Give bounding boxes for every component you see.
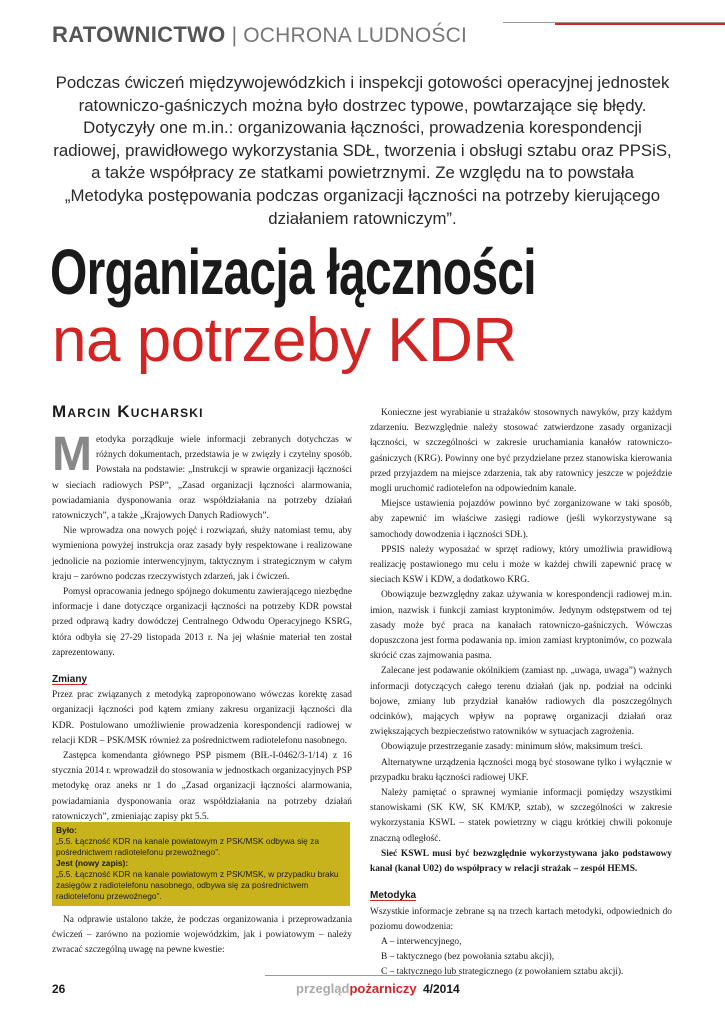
box-label-was: Było: [56, 825, 77, 835]
body-paragraph: Na odprawie ustalono także, że podczas organizowania i przeprowadzania ćwiczeń – zarówno na poziomie wojewódzkim, jak i powiatowym – należy zwracać szczególną uwagę na pewne kwestie: [52, 915, 352, 956]
body-paragraph: Wszystkie informacje zebrane są na trzech kartach metodyki, odpowiednich do poziomu dowodzenia: [370, 906, 672, 932]
box-text-was: „5.5. Łączność KDR na kanale powiatowym z PSK/MSK odbywa się za pośrednictwem radiotelefonu przewoźnego”. [56, 836, 320, 857]
body-paragraph: Obowiązuje przestrzeganie zasady: minimum słów, maksimum treści. [381, 742, 643, 753]
section-subname: | OCHRONA LUDNOŚCI [231, 24, 467, 47]
author-byline: Marcin Kucharski [52, 402, 204, 421]
brand-part1: przegląd [296, 981, 350, 996]
issue-number: 4/2014 [423, 982, 460, 996]
left-column [52, 428, 352, 825]
page-number: 26 [52, 982, 66, 996]
body-paragraph: Pomysł opracowania jednego spójnego dokumentu zawierającego niezbędne informacje i dane dotyczące organizacji łączności na potrzeby KDR powstał przed odprawą kadry dowódczej Centralnego Odwodu Operacyjnego KSRG, która odbyła się 27-29 listopada 2013 r. Na jej właśnie materiał ten został zaprezentowany. [52, 587, 352, 658]
list-item: A – interwencyjnego, [381, 936, 462, 947]
right-column [370, 406, 672, 981]
section-name: RATOWNICTWO [52, 22, 226, 47]
intro-paragraph [52, 428, 352, 524]
footer-rule [265, 975, 460, 976]
lead-paragraph: Podczas ćwiczeń międzywojewódzkich i inspekcji gotowości operacyjnej jednostek ratowniczo-gaśniczych można było dostrzec typowe, powtarzające się błędy. Dotyczyły one m.in.: organizowania łączności, prowadzenia korespondencji radiowej, prawidłowego wykorzystania SDŁ, tworzenia i obsługi sztabu oraz PPSiS, a także współpracy ze statkami powietrznymi. Ze względu na to powstała „Metodyka postępowania podczas organizacji łączności na potrzeby kierującego działaniem ratowniczym”. [53, 73, 672, 228]
emphasis-paragraph: Sieć KSWL musi być bezwzględnie wykorzystywana jako podstawowy kanał (kanał U02) do współpracy w relacji strażak – zespół HEMS. [370, 848, 672, 875]
body-paragraph: Konieczne jest wyrabianie u strażaków stosownych nawyków, przy każdym zdarzeniu. Bezwzględnie należy stosować zatwierdzone zasady organizacji łączności, w szczególności w zakresie uruchamiania kanałów ratowniczo-gaśniczych (KRG). Powinny one być przydzielane przez stanowiska kierowania przed przyjazdem na miejsce zdarzenia, tak aby ratownicy jeszcze w pojeździe mogli uruchomić radiotelefon na odpowiednim kanale. [370, 408, 672, 495]
body-paragraph: Nie wprowadza ona nowych pojęć i rozwiązań, służy natomiast temu, aby wymieniona powyżej instrukcja oraz zasady były respektowane i realizowane jednolicie na poziomie interwencyjnym, taktycznym i strategicznym w całym kraju – zarówno podczas rzeczywistych zdarzeń, jak i ćwiczeń. [52, 526, 352, 582]
body-paragraph: Alternatywne urządzenia łączności mogą być stosowane tylko i wyłącznie w przypadku braku łączności radiowej UKF. [370, 757, 672, 783]
body-paragraph: Zalecane jest podawanie okólnikiem (zamiast np. „uwaga, uwaga”) ważnych informacji dotyczących całego terenu działań (jak np. podział na odcinki bojowe, zmiany lub przydział kanałów radiowych dla poszczególnych odcinków), mających wpływ na poprawę organizacji działań oraz zwiększających bezpieczeństwo ratowników w sytuacjach zagrożenia. [370, 666, 672, 738]
intro-text: etodyka porządkuje wiele informacji zebranych dotychczas w różnych dokumentach, przedstawia je w zwięzły i czytelny sposób. Powstała na podstawie: „Instrukcji w sprawie organizacji łączności w sieciach radiowych PSP”, „Zasad organizacji łączności alarmowania, powiadamiania dysponowania oraz współdziałania na potrzeby działań ratowniczych”, a także „Krajowych Danych Radiowych”. [52, 435, 352, 522]
box-label-is: Jest (nowy zapis): [56, 858, 129, 868]
body-paragraph: Miejsce ustawienia pojazdów powinno być zorganizowane w taki sposób, aby zapewnić im właściwe zasięgi radiowe (jeśli wykorzystywane są samochody dowodzenia i łączności SDŁ). [370, 499, 672, 540]
subheading-zmiany: Zmiany [52, 674, 88, 686]
box-text-is: „5.5. Łączność KDR na kanale powiatowym z PSK/MSK, w przypadku braku zasięgów z radiotelefonu nasobnego, odbywa się za pośrednictwem radiotelefonu przewoźnego”. [56, 869, 339, 901]
section-header [52, 22, 725, 50]
body-paragraph: Należy pamiętać o sprawnej wymianie informacji pomiędzy wszystkimi stanowiskami (SK KW, SK KM/KP, sztab), w szczególności w zakresie wykorzystania KSWL – statek powietrzny w ciągu krótkiej chwili pokonuje znaczną odległość. [370, 788, 672, 844]
brand-part2: pożarniczy [349, 981, 417, 996]
left-column-continued [52, 913, 352, 959]
body-paragraph: PPSIS należy wyposażać w sprzęt radiowy, który umożliwia prawidłową realizację postawionego mu celu i może w każdej chwili zapewnić pracę w sieciach KSW i KDW, a dodatkowo KRG. [370, 544, 672, 586]
dropcap: M [52, 428, 92, 481]
subheading-metodyka: Metodyka [370, 890, 417, 902]
article-title: Organizacja łączności [50, 236, 536, 308]
list-item: C – taktycznego lub strategicznego (z powołaniem sztabu akcji). [381, 967, 624, 978]
list-item: B – taktycznego (bez powołania sztabu akcji), [381, 952, 555, 963]
body-paragraph: Przez prac związanych z metodyką zaproponowano wówczas korektę zasad organizacji łączności pod kątem zmiany zakresu organizacji łączności dla KDR. Postulowano umożliwienie prowadzenia korespondencji radiowej w relacji KDR – PSK/MSK również za pośrednictwem radiotelefonu nasobnego. [52, 690, 352, 746]
body-paragraph: Obowiązuje bezwzględny zakaz używania w korespondencji radiowej m.in. imion, nazwisk i funkcji zamiast kryptonimów. Jedynym odstępstwem od tej zasady może być praca na kanałach ratowniczo-gaśniczych. Wówczas dopuszczona jest forma podawania np. imion zamiast kryptonimów, co pozwala skrócić czas zajmowania pasma. [370, 590, 672, 662]
magazine-brand [296, 981, 417, 996]
change-box [52, 822, 350, 906]
article-subtitle: na potrzeby KDR [52, 306, 517, 375]
body-paragraph: Zastępca komendanta głównego PSP pismem (BIŁ-I-0462/3-1/14) z 16 stycznia 2014 r. wprowadził do stosowania w jednostkach organizacyjnych PSP metodykę oraz aneks nr 1 do „Zasad organizacji łączności alarmowania, powiadamiania dysponowania oraz współdziałania na potrzeby działań ratowniczych”, zmieniając zapisy pkt 5.5. [52, 751, 352, 822]
header-accent-rule [555, 23, 725, 25]
